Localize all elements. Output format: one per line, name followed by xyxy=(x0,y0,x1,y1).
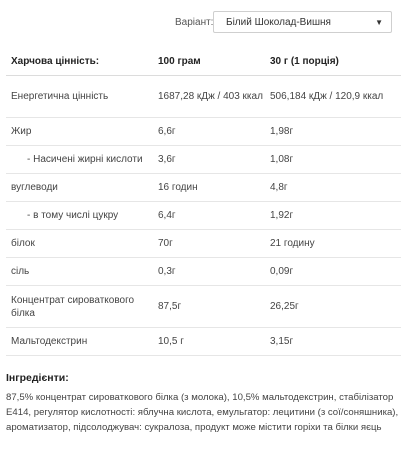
variant-select[interactable] xyxy=(213,11,392,33)
value-per-100g: 0,3г xyxy=(158,258,270,286)
ingredients-text: 87,5% концентрат сироваткового білка (з молока), 10,5% мальтодекстрин, стабілізатор Е414, регулятор кислотності: яблучна кислота, емульгатор: лецитини (з сої/соняшника), ароматизатор, підсолоджувач: сукралоза, продукт може містити горіхи та білки яєць xyxy=(6,392,399,433)
nutrient-name: сіль xyxy=(6,258,158,286)
value-per-serving: 1,98г xyxy=(270,118,401,146)
table-row xyxy=(6,174,401,202)
nutrient-name: - в тому числі цукру xyxy=(6,202,158,230)
value-per-100g: 87,5г xyxy=(158,286,270,328)
value-per-100g: 6,6г xyxy=(158,118,270,146)
ingredients-title: Інгредієнти: xyxy=(6,372,69,384)
table-row xyxy=(6,202,401,230)
nutrition-table xyxy=(6,47,401,356)
value-per-serving: 21 годину xyxy=(270,230,401,258)
nutrient-name: Концентрат сироваткового білка xyxy=(6,286,158,328)
value-per-serving: 3,15г xyxy=(270,328,401,356)
value-per-serving: 0,09г xyxy=(270,258,401,286)
variant-row xyxy=(0,11,407,35)
header-per-serving: 30 г (1 порція) xyxy=(270,47,401,76)
nutrient-name: Жир xyxy=(6,118,158,146)
value-per-serving: 1,92г xyxy=(270,202,401,230)
value-per-100g: 1687,28 кДж / 403 ккал xyxy=(158,76,270,118)
value-per-100g: 10,5 г xyxy=(158,328,270,356)
table-row xyxy=(6,118,401,146)
value-per-100g: 16 годин xyxy=(158,174,270,202)
value-per-100g: 3,6г xyxy=(158,146,270,174)
nutrient-name: вуглеводи xyxy=(6,174,158,202)
nutrient-name: - Насичені жирні кислоти xyxy=(6,146,158,174)
nutrient-name: Енергетична цінність xyxy=(6,76,158,118)
value-per-serving: 506,184 кДж / 120,9 ккал xyxy=(270,76,401,118)
table-row xyxy=(6,230,401,258)
table-row xyxy=(6,146,401,174)
table-row xyxy=(6,258,401,286)
variant-label: Варіант: xyxy=(175,17,214,28)
header-nutrient: Харчова цінність: xyxy=(6,47,158,76)
value-per-serving: 26,25г xyxy=(270,286,401,328)
table-row xyxy=(6,286,401,328)
caret-down-icon: ▼ xyxy=(375,18,383,27)
table-row xyxy=(6,328,401,356)
value-per-100g: 70г xyxy=(158,230,270,258)
value-per-serving: 4,8г xyxy=(270,174,401,202)
header-per-100g: 100 грам xyxy=(158,47,270,76)
nutrient-name: білок xyxy=(6,230,158,258)
value-per-100g: 6,4г xyxy=(158,202,270,230)
nutrition-table-header xyxy=(6,47,401,76)
variant-selected-value: Білий Шоколад-Вишня xyxy=(226,17,331,28)
table-row xyxy=(6,76,401,118)
nutrient-name: Мальтодекстрин xyxy=(6,328,158,356)
value-per-serving: 1,08г xyxy=(270,146,401,174)
